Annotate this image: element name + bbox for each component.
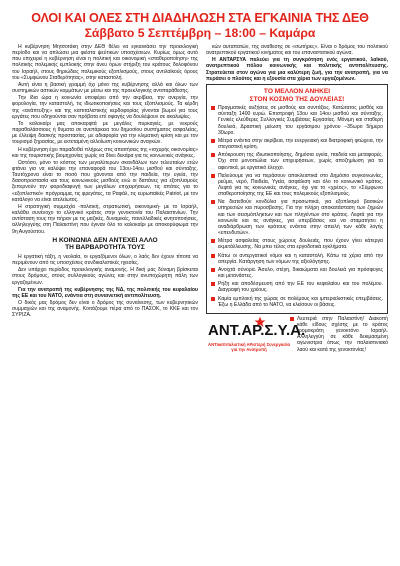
- demand-item: [211, 105, 383, 136]
- right-column: [206, 44, 388, 362]
- square-bullet-icon: [211, 106, 215, 110]
- demand-item: [211, 238, 383, 250]
- section-heading: [12, 237, 198, 252]
- demand-item: [211, 267, 383, 279]
- square-bullet-icon: [211, 200, 215, 204]
- demand-item: [211, 296, 383, 308]
- paragraph-emphasis: Η ΑΝΤΑΡΣΥΑ παλεύει για τη συγκρότηση ενός εργατικού, λαϊκού, ανατρεπτικού πόλου κοινωνικής και πολιτικής αντιπολίτευσης. Στρατεύεται στον αγώνα για μια καλύτερη ζωή, για την ανατροπή, για να περάσει ο πλούτος και η εξουσία στα χέρια των εργαζομένων.: [206, 57, 388, 82]
- paragraph: Ωστόσο, μόνο το κόστος των μεγαλύτερων σκανδάλων των τελευταίων ετών φτάνει για να καλύψει την επαναφορά του 13ου-14ου μισθού και σύνταξης. Ταυτόχρονα είναι το ποσό που χάνονται από την παιδεία, την υγεία, την δασοπροστασία και τους κοινωνικούς μισθούς ενώ οι δαπάνες για εξοπλισμούς ξεπερνούν την φοροδιαφυγή των μεγάλων επιχειρήσεων, τις απάτες για το «εξοπλιστικό» πρόγραμμα, τις φρεγάτες, τα Ραφάλ, τις ευρωπαϊκές Patriot, με τον κατάλογο να είναι ατελείωτος.: [12, 159, 198, 203]
- demands-heading: [211, 88, 383, 103]
- demand-item: [211, 138, 383, 150]
- logo-tagline: ΑΝΤΙκαπιταλιστική ΑΡιστερή Συνεργασία για την Ανατροπή: [208, 341, 290, 352]
- paragraph: Η εργατική τάξη, η νεολαία, οι εργαζόμενοι όλων, ο λαός δεν έχουν τίποτα να περιμένουν από τις υποσχέσεις συνδικαλιστικές ηγεσίες.: [12, 253, 198, 267]
- demand-item: [211, 173, 383, 198]
- paragraph: Η στρατηγική συμμαχία -πολιτική, στρατιωτική, οικονομική- με το Ισραήλ, καλάθει συνένοχο το ελληνικό κράτος στην γενοκτονία του Παλαιστινίων. Την αντίσταση τους την πήραν με τις μαζικές, δυναμικές, πανελλαδικές κινητοποιήσεις, αλληλεγγύης στη Παλαιστίνη που έγιναν όλο το καλοκαίρι με αποκορύφωμα την 9η Αυγούστου.: [12, 203, 198, 235]
- demand-text: Να διατεθούν κονδύλια για προσωπικά, για εξοπλισμό βασικών υπηρεσιών και πυροσβεσης. Για την πλήρη αποκατάσταση των ζημιών και των σεισμόπληκτων και των πληγέντων στο κράτος. Λεφτά για την κοινωνία και τις ανάγκες, για υπερβάσεις και να σταματήσει η αναδιάρθρωση των κράτους ενάντια στην απειλή των κάθε λογής «επενδυτών».: [218, 199, 383, 237]
- section-heading-line: Η ΚΟΙΝΩΝΙΑ ΔΕΝ ΑΝΤΕΧΕΙ ΑΛΛΟ: [52, 236, 158, 244]
- demand-text: Απόκρουση της ιδιωτικοποίησης, δημόσια υγεία, παιδεία και μεταφορές. Όχι στα μονοπώλια των επιχειρήσεων, χωρίς αποζημίωση για τα αφεντικά, με εργατικό έλεγχο.: [218, 152, 383, 171]
- demands-heading-line: ΤΟ ΜΕΛΛΟΝ ΑΝΗΚΕΙ: [263, 87, 331, 95]
- demand-item: [211, 152, 383, 170]
- logo-name: ΑΝΤ.ΑΡ.Σ.Υ.Α.: [208, 321, 306, 339]
- paragraph: Δεν υπάρχει περίοδος προεκλογικής αναμονής. Η δική μας δύναμη βρίσκεται στους δρόμους, στους συλλογικούς αγώνες και στην ανυποχώρητη πάλη των εργαζομένων.: [12, 267, 198, 286]
- demand-item: [211, 199, 383, 236]
- square-bullet-icon: [211, 174, 215, 178]
- paragraph: Το καλοκαίρι μας αποκαρφτά με μεγάλες πυρκαγιές, με νεκρούς παραθαλάσσιους ή θυματα σε ανεπάρκεια του δημοσίου συστήματος ασφαλείας, με έλλειψη δασικής προστασίας, με αδιαφορία για την κλιματική κρίση και με τον τουρισμό ξηρασίας, με εκτεταμένη αλλοίωση κοινωνικών αναγκών.: [12, 120, 198, 146]
- square-bullet-icon: [211, 268, 215, 272]
- square-bullet-icon: [211, 139, 215, 143]
- demand-text: Λευτεριά στην Παλαιστίνη! Διακοπή κάθε είδους σχέσης με το κράτος τρομοκράτη γενοκτόνο Ισραήλ. Αλληλεγγύη σε κάθε δεκιμασμένη αγωνιστρια όπως την παλαιστινιακό λαού και κατά της γενοκτονίας!: [297, 315, 388, 353]
- paragraph: Την ίδια ώρα η κοινωνία υποφέρει από την ακρίβεια, την ανεργία, την φορολογία, την καταστολή, τις ιδιωτικοποιήσεις και τους εξοπλισμούς. Τα κέρδη της «ανάπτυξης» και της καπιταλιστικής κερδοφορίας γίνονται βωμοί για τους εργάτες που οδηγούνται σαν πρόβατα επί σφαγής να δουλέψουν σε ακαλυψίες.: [12, 95, 198, 120]
- square-bullet-icon: [290, 317, 294, 321]
- logo-row: [206, 316, 388, 362]
- demands-box: [206, 84, 388, 314]
- paragraph: Αυτή είναι η βασική γραμμή όχι μόνο της κυβέρνησης αλλά και όλων των συστημικών αστικών κομμάτων με μέσω και της προεκλογικής αντιπαράθεσης.: [12, 81, 198, 95]
- demand-text: Πραγματικές αυξήσεις σε μισθούς και συντάξεις. Κατώτατος μισθός και σύνταξη 1400 ευρώ. Επιστροφή 13ου και 14ου μισθού και σύνταξης. Γενικές ελεύθερες Συλλογικές Συμβάσεις Εργασίας. Μόνιμη και σταθερή δουλειά, Δραστική μείωση του εργάσιμου χρόνου –35ωρο 5ήμερο 30ωρο.: [218, 105, 383, 136]
- page-title: ΟΛΟΙ ΚΑΙ ΟΛΕΣ ΣΤΗ ΔΙΑΔΗΛΩΣΗ ΣΤΑ ΕΓΚΑΙΝΙΑ ΤΗΣ ΔΕΘ: [31, 11, 369, 25]
- square-bullet-icon: [211, 153, 215, 157]
- square-bullet-icon: [211, 239, 215, 243]
- left-column: [12, 44, 198, 319]
- square-bullet-icon: [211, 297, 215, 301]
- demand-item: [211, 253, 383, 265]
- demand-text: Παλεύουμε για να περάσουν αποκλειστικά στο Δημόσιο συγκοινωνίες, ρεύμα, νερό, Παιδεία, Υγεία, ασφάλιση και όλο το κοινωνικό κράτος. Λεφτά για τις κοινωνικές ανάγκες, όχι για το «χρέος», το «Σύμφωνο σταθεροποίησης της ΕΕ και τους πολεμικούς εξοπλισμούς.: [218, 172, 383, 198]
- paragraph: Ο δικός μας δρόμος δεν είναι ο δρόμος της συναίνεσης, των κυβερνητικών συμμαχιών και της αναμονής. Κοιτάζουμε πέρα από το ΠΑΣΟΚ, το ΚΚΕ και τον ΣΥΡΙΖΑ.: [12, 299, 198, 319]
- square-bullet-icon: [211, 254, 215, 258]
- demand-text: Ρήξη και αποδέσμευση από την ΕΕ του κεφαλαίου και του πολέμου. Διαγραφή του χρέους.: [218, 281, 383, 294]
- demand-text: Κάτω οι αντεργατικοί νόμοι και η καταστολή. Κάτω τα χέρια από την απεργία. Κατάργηση των νόμων της αξιολόγησης.: [218, 252, 383, 265]
- demand-text: Ανοιχτά σύνορα. Άσυλο, στέγη, δικαιώματα και δουλειά για πρόσφυγες και μετανάστες.: [218, 266, 383, 280]
- demand-text: Μέτρα ενάντια στην ακρίβεια, την ενεργειακή και διατροφική φτώχεια, την στεγαστική κρίση.: [218, 137, 383, 151]
- demands-heading-line: ΣΤΟΝ ΚΟΣΜΟ ΤΗΣ ΔΟΥΛΕΙΑΣ!: [249, 95, 345, 103]
- square-bullet-icon: [211, 282, 215, 286]
- paragraph: Η κυβέρνηση Μητσοτάκη στην ΔΕΘ θέλει να εγκαινιάσει την προεκλογική περίοδο και να απλώσει μια φιέστα ψεύτικων υποσχέσεων. Κυρίως όμως αυτό που επιχειρεί η κυβέρνηση είναι η πολιτική και οικονομική «σταθεροποίηση» της πολιτικής πολεμικής εμπλοκής στην άνευ όρων στήριξη του κράτους δολοφόνου του Ισραήλ, στους θηριώδεις πολεμικούς εξοπλισμούς, στους αντιλαϊκούς όρους του «Συμφώνου Σταθερότητας», στην καταστολή.: [12, 44, 198, 81]
- demand-item: [211, 281, 383, 293]
- demand-text: Μέτρα ασφαλείας στους χώρους δουλειάς, που έχουν γίνει κάτεργα εκμετάλλευσης. Να μπει τέλος στα εργοδοτικά εγκλήματα.: [218, 238, 383, 251]
- antarsya-logo: [206, 316, 306, 362]
- leaflet-header: [0, 0, 400, 44]
- paragraph-emphasis: Για την ανατροπή της κυβέρνησης της ΝΔ, της πολιτικής του κεφαλαίου της ΕΕ και του ΝΑΤΟ, ενάντια στη συναινετική αντιπολίτευση.: [12, 286, 198, 299]
- paragraph: κών αυταπατών, της αναθεσης σε «σωτήρες». Είναι ο δρόμος του πολιτικού ανατρεπτικού εργατικού κινήματος και του επαναστατικού αγώνα.: [206, 44, 388, 57]
- paragraph: Η κυβέρνηση έχει παραδοθεί πλήρως στις απαιτήσεις της «ισχυρής οικονομίας» και της τουριστικής βιομηχανίας χωρίς να δίνει δεκάρα για τις κοινωνικές ανάγκες.: [12, 146, 198, 159]
- event-date-place: Σάββατο 5 Σεπτέμβρη – 18:00 – Καμάρα: [84, 26, 316, 40]
- section-heading-line: ΤΗ ΒΑΡΒΑΡΟΤΗΤΑ ΤΟΥΣ: [65, 244, 145, 252]
- demand-text: Καμία εμπλοκή της χώρας σε πολέμους και ιμπεριαλιστικές επεμβάσεις. Έξω η Ελλάδα από το ΝΑΤΟ, να κλείσουν οι βάσεις.: [218, 295, 383, 308]
